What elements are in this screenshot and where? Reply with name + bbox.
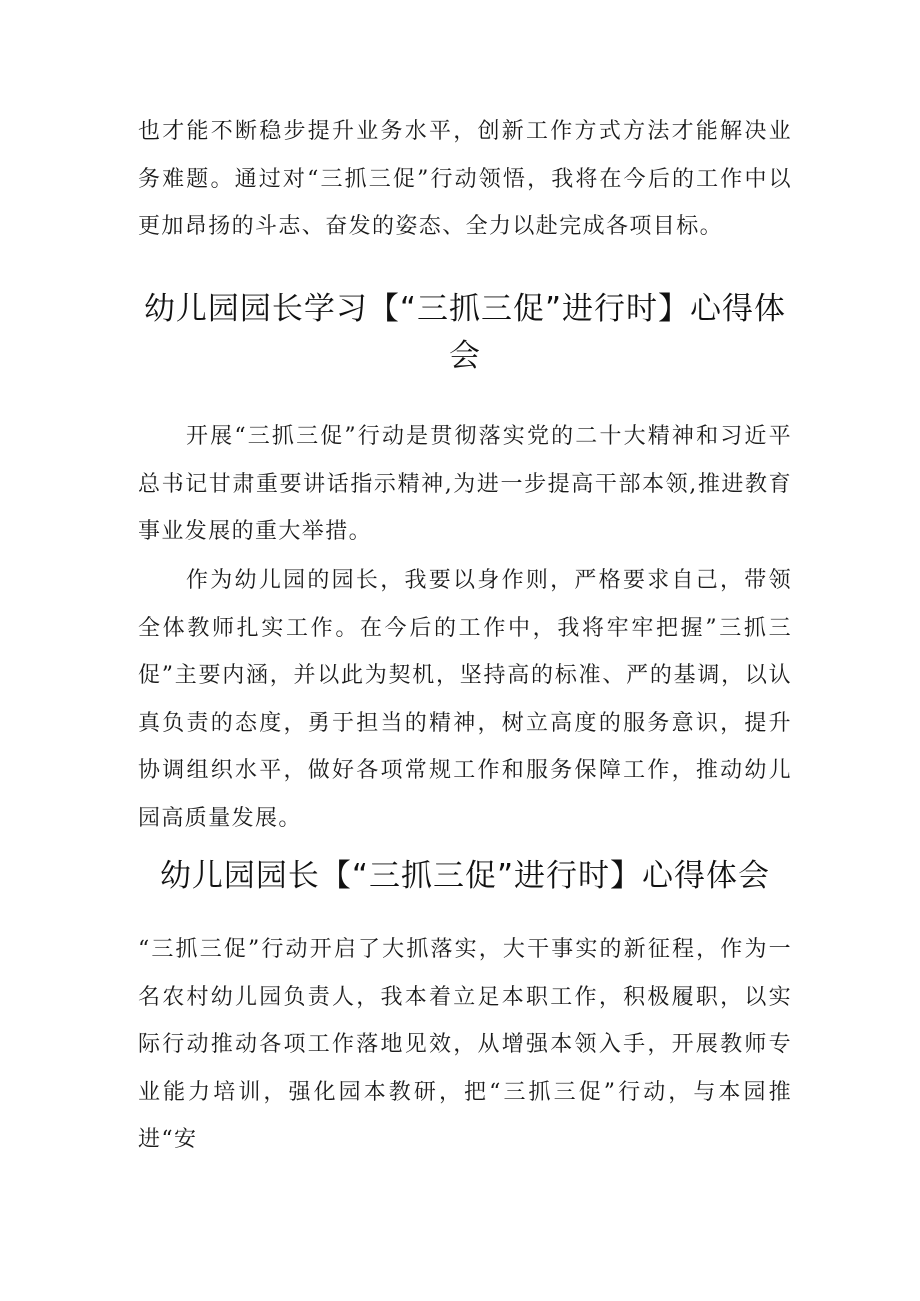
- section-one-paragraph-1: 开展“三抓三促”行动是贯彻落实党的二十大精神和习近平总书记甘肃重要讲话指示精神,为进一步提高干部本领,推进教育事业发展的重大举措。: [138, 424, 792, 544]
- section-one-title: 幼儿园园长学习【“三抓三促”进行时】心得体会: [143, 291, 787, 374]
- section-two-paragraph-1: “三抓三促”行动开启了大抓落实，大干事实的新征程，作为一名农村幼儿园负责人，我本着立足本职工作，积极履职，以实际行动推动各项工作落地见效，从增强本领入手，开展教师专业能力培训，强化园本教研，把“三抓三促”行动，与本园推进“安: [138, 937, 792, 1152]
- section-two-title: 幼儿园园长【“三抓三促”进行时】心得体会: [159, 858, 771, 894]
- section-one-paragraph-2: 作为幼儿园的园长，我要以身作则，严格要求自己，带领全体教师扎实工作。在今后的工作中，我将牢牢把握”三抓三促”主要内涵，并以此为契机，坚持高的标准、严的基调，以认真负责的态度，勇于担当的精神，树立高度的服务意识，提升协调组织水平，做好各项常规工作和服务保障工作，推动幼儿园高质量发展。: [138, 568, 792, 831]
- intro-paragraph: 也才能不断稳步提升业务水平，创新工作方式方法才能解决业务难题。通过对“三抓三促”行动领悟，我将在今后的工作中以更加昂扬的斗志、奋发的姿态、全力以赴完成各项目标。: [138, 119, 792, 239]
